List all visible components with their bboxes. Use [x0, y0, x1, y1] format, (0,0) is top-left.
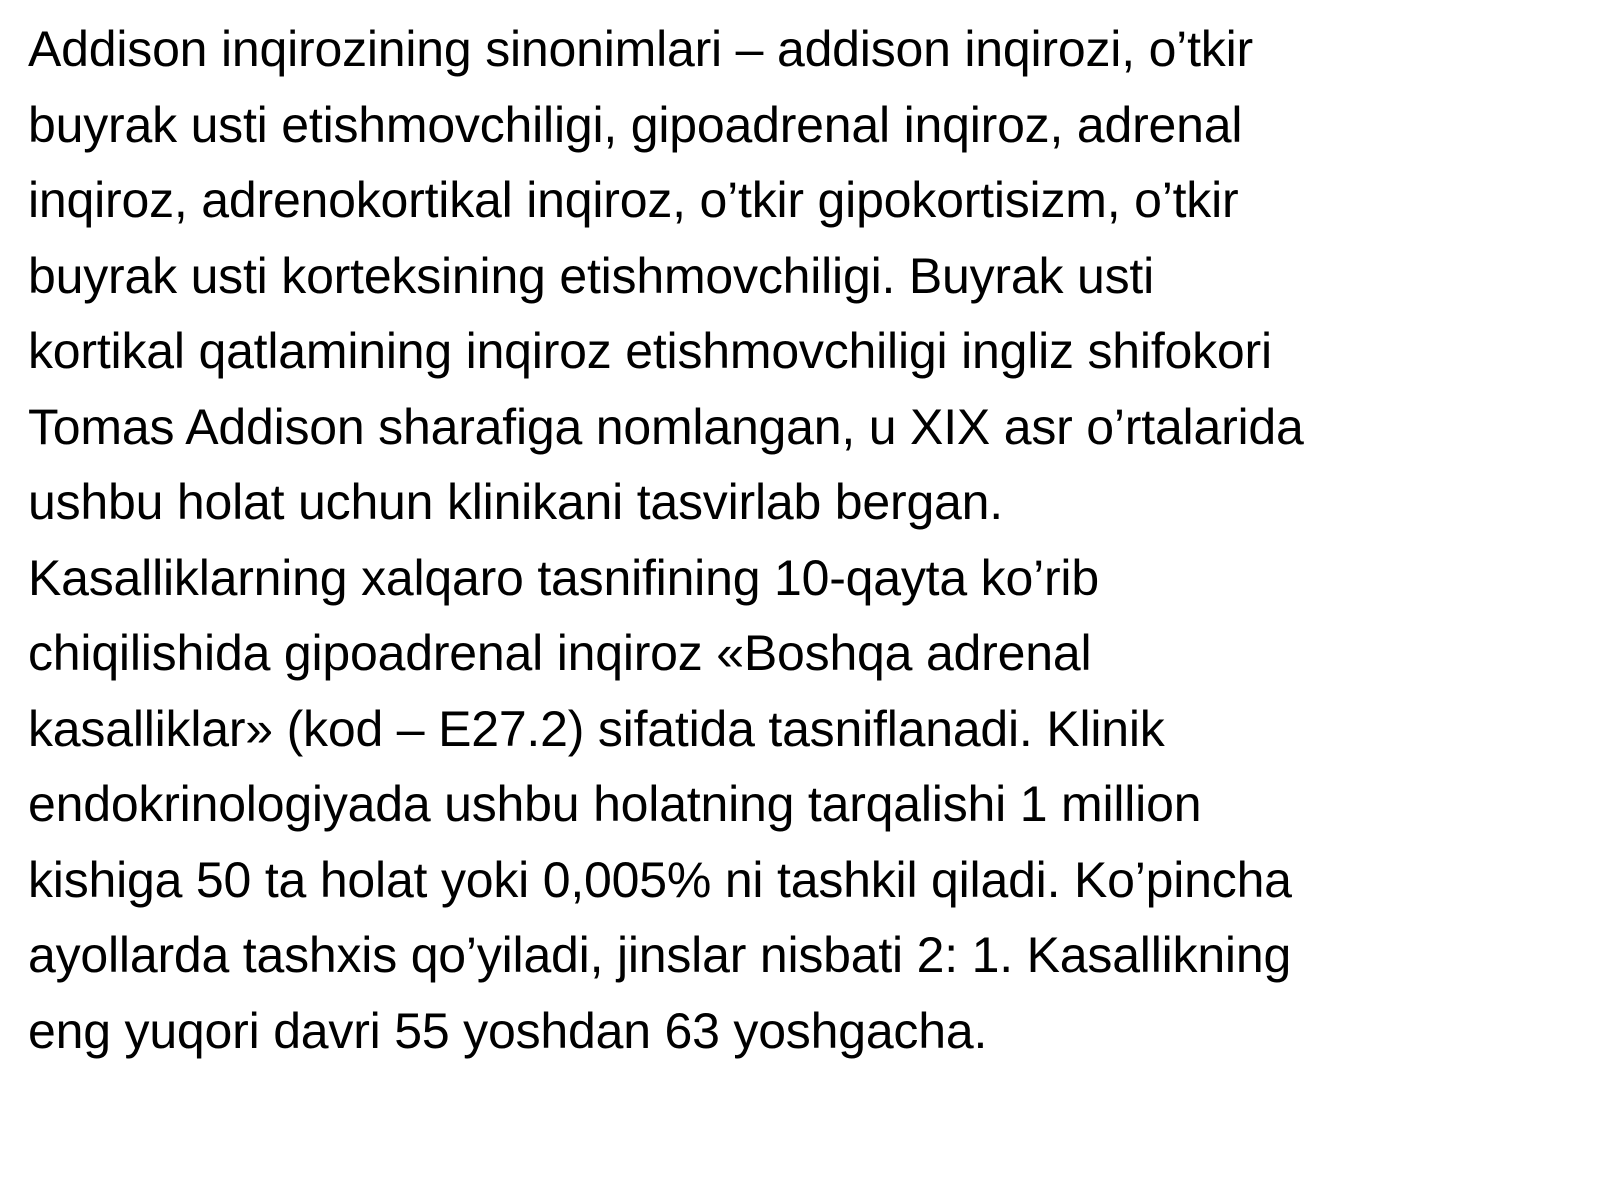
text-line: buyrak usti korteksining etishmovchiligi. Buyrak usti	[28, 247, 1154, 304]
body-text	[28, 18, 1588, 1075]
text-line: Addison inqirozining sinonimlari – addison inqirozi, o’tkir	[28, 21, 1253, 77]
text-line: kishiga 50 ta holat yoki 0,005% ni tashkil qiladi. Ko’pincha	[28, 851, 1292, 908]
text-line: endokrinologiyada ushbu holatning tarqalishi 1 million	[28, 776, 1202, 832]
text-line: chiqilishida gipoadrenal inqiroz «Boshqa adrenal	[28, 625, 1092, 681]
text-line: kasalliklar» (kod – E27.2) sifatida tasniflanadi. Klinik	[28, 700, 1165, 757]
text-line: ayollarda tashxis qo’yiladi, jinslar nisbati 2: 1. Kasallikning	[28, 927, 1292, 983]
text-line: inqiroz, adrenokortikal inqiroz, o’tkir gipokortisizm, o’tkir	[28, 172, 1239, 228]
text-line: ushbu holat uchun klinikani tasvirlab bergan.	[28, 474, 1003, 530]
text-line: kortikal qatlamining inqiroz etishmovchiligi ingliz shifokori	[28, 323, 1272, 379]
text-line: Kasalliklarning xalqaro tasnifining 10-qayta ko’rib	[28, 549, 1099, 606]
text-line: Tomas Addison sharafiga nomlangan, u XIX asr o’rtalarida	[28, 398, 1304, 455]
text-line: eng yuqori davri 55 yoshdan 63 yoshgacha.	[28, 1002, 988, 1059]
text-line: buyrak usti etishmovchiligi, gipoadrenal inqiroz, adrenal	[28, 96, 1243, 153]
